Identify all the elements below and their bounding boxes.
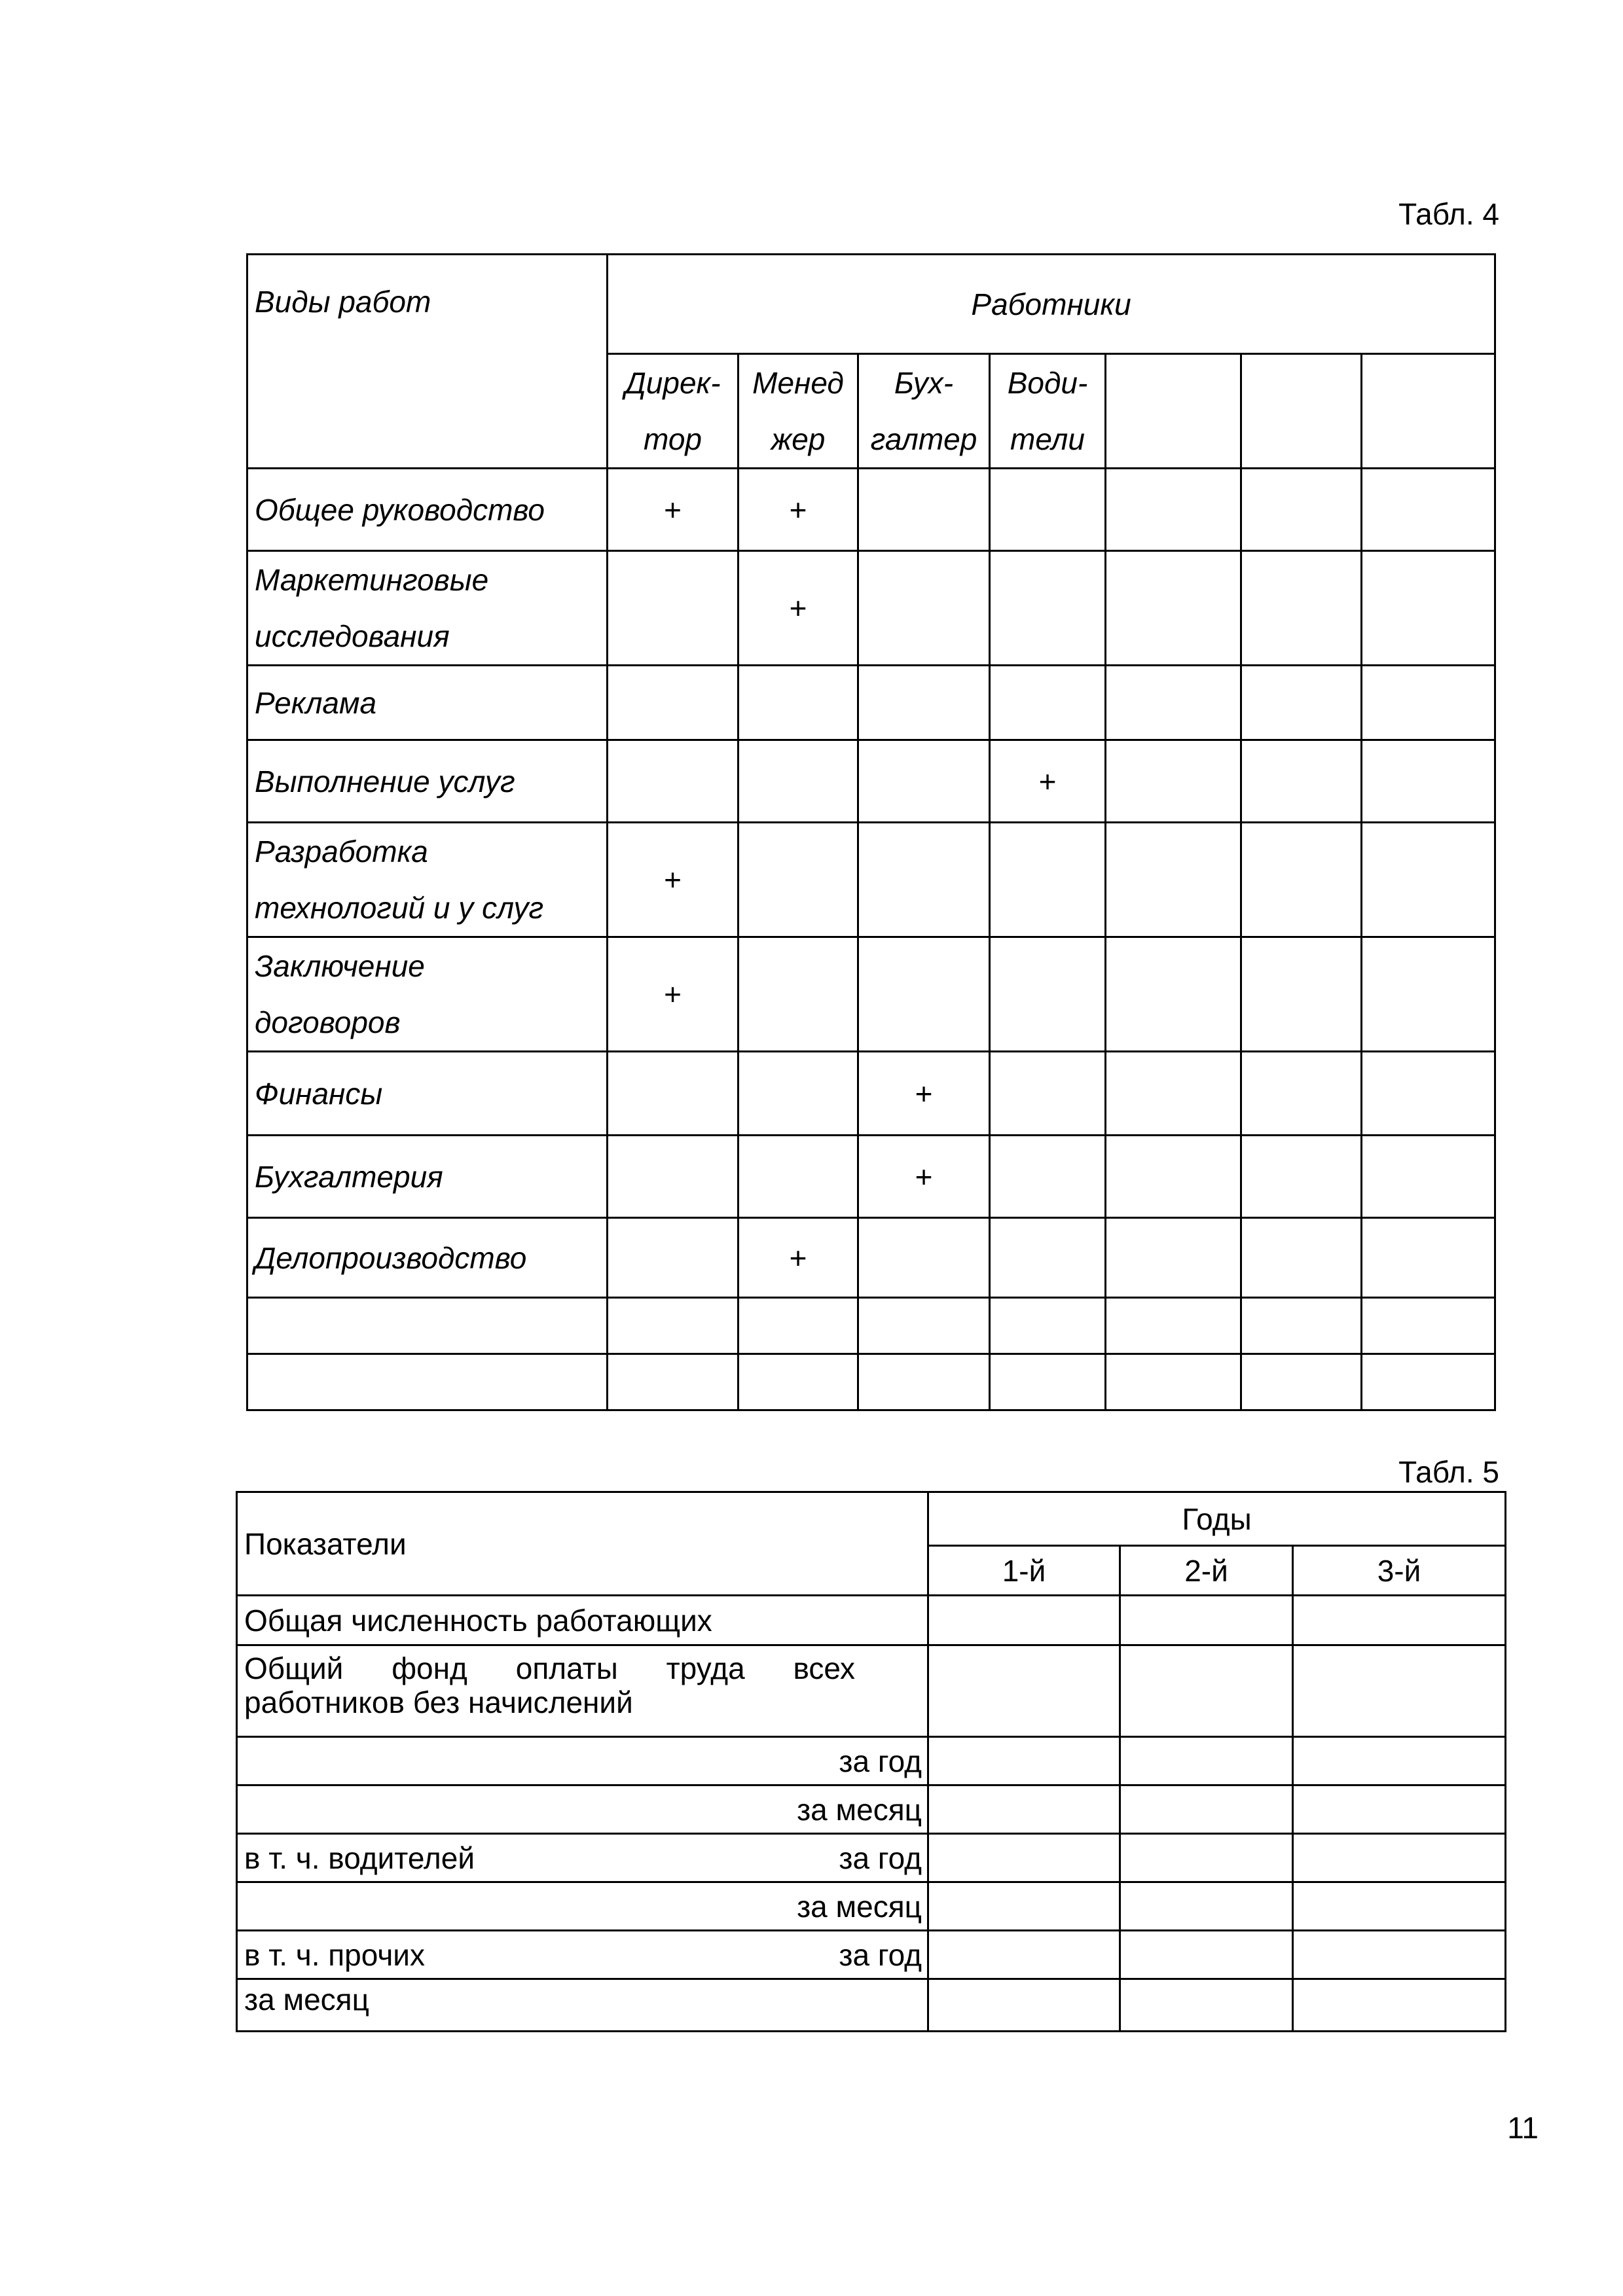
row-label: за месяц: [237, 1785, 928, 1834]
table-row: [247, 469, 1495, 551]
empty-cell: [1293, 1834, 1506, 1882]
header-employees: Работники: [608, 255, 1495, 354]
work-type-cell: [247, 1354, 608, 1410]
mark-cell: [739, 1298, 858, 1354]
work-type-line: Выполнение услуг: [255, 764, 515, 798]
empty-cell: [928, 1645, 1120, 1737]
mark-cell: [1106, 666, 1241, 740]
mark-cell: [1362, 666, 1495, 740]
empty-cell: [928, 1596, 1120, 1645]
mark-cell: [858, 666, 990, 740]
mark-cell: [739, 740, 858, 823]
mark-cell: [1106, 1298, 1241, 1354]
mark-cell: +: [858, 1136, 990, 1218]
work-type-line: Реклама: [255, 685, 377, 720]
row-label: за месяц: [237, 1979, 928, 2032]
mark-cell: [858, 551, 990, 666]
empty-cell: [1120, 1645, 1293, 1737]
role-line: Води-: [1007, 366, 1088, 400]
empty-cell: [928, 1785, 1120, 1834]
table-row: [247, 937, 1495, 1052]
fund-line-2: работников без начислений: [244, 1685, 633, 1719]
mark-cell: +: [608, 469, 739, 551]
mark-cell: +: [858, 1052, 990, 1136]
table5-indicators: [236, 1491, 1506, 2032]
mark-cell: [1241, 823, 1362, 937]
table-row: [247, 1298, 1495, 1354]
work-type-cell: [247, 1052, 608, 1136]
empty-cell: [1120, 1785, 1293, 1834]
mark-cell: [858, 1354, 990, 1410]
header-role-6: [1362, 354, 1495, 469]
table-row: [237, 1834, 1506, 1882]
others-label: в т. ч. прочих: [244, 1937, 425, 1972]
empty-cell: [1293, 1645, 1506, 1737]
mark-cell: [739, 937, 858, 1052]
table4-caption: Табл. 4: [1398, 197, 1499, 231]
mark-cell: [1241, 937, 1362, 1052]
empty-cell: [1293, 1882, 1506, 1931]
work-type-line: Делопроизводство: [255, 1240, 527, 1275]
work-type-line: Маркетинговые: [255, 563, 489, 597]
header-role-5: [1241, 354, 1362, 469]
mark-cell: [1241, 666, 1362, 740]
work-type-cell: [247, 551, 608, 666]
mark-cell: [990, 823, 1106, 937]
mark-cell: [858, 469, 990, 551]
work-type-line: Общее руководство: [255, 492, 545, 527]
work-type-cell: [247, 937, 608, 1052]
role-line: [1242, 355, 1360, 411]
mark-cell: +: [739, 1218, 858, 1298]
header-role-2: [858, 354, 990, 469]
header-years: Годы: [928, 1492, 1506, 1546]
mark-cell: [608, 551, 739, 666]
header-indicators: Показатели: [237, 1492, 928, 1596]
work-type-cell: [247, 823, 608, 937]
empty-cell: [1293, 1931, 1506, 1979]
mark-cell: [1106, 823, 1241, 937]
mark-cell: [858, 823, 990, 937]
mark-cell: [858, 937, 990, 1052]
empty-cell: [1120, 1834, 1293, 1882]
mark-cell: [1362, 1218, 1495, 1298]
mark-cell: [1241, 740, 1362, 823]
table-row: [247, 823, 1495, 937]
row-label: за год: [237, 1737, 928, 1785]
empty-cell: [928, 1882, 1120, 1931]
mark-cell: [990, 1052, 1106, 1136]
mark-cell: [739, 1052, 858, 1136]
mark-cell: +: [739, 551, 858, 666]
work-type-line: договоров: [255, 1005, 401, 1039]
table-row: [237, 1785, 1506, 1834]
mark-cell: [1106, 937, 1241, 1052]
empty-cell: [928, 1737, 1120, 1785]
mark-cell: [858, 740, 990, 823]
table-row: [247, 1136, 1495, 1218]
empty-cell: [1120, 1979, 1293, 2032]
role-line: тор: [644, 422, 702, 456]
role-line: [1362, 411, 1494, 467]
mark-cell: [1362, 1298, 1495, 1354]
mark-cell: [608, 1218, 739, 1298]
mark-cell: [1106, 551, 1241, 666]
page-number: 11: [1507, 2111, 1539, 2145]
mark-cell: [990, 1298, 1106, 1354]
mark-cell: [608, 740, 739, 823]
mark-cell: [1362, 823, 1495, 937]
table4-work-distribution: [246, 253, 1496, 1411]
mark-cell: [739, 1354, 858, 1410]
work-type-cell: [247, 469, 608, 551]
table-row: [247, 666, 1495, 740]
fund-line-1: Общий фонд оплаты труда всех: [244, 1651, 855, 1685]
mark-cell: [990, 551, 1106, 666]
mark-cell: +: [608, 823, 739, 937]
role-line: галтер: [870, 422, 977, 456]
mark-cell: [608, 1354, 739, 1410]
header-work-types: Виды работ: [247, 255, 608, 469]
mark-cell: [608, 1298, 739, 1354]
role-line: Менед: [752, 366, 844, 400]
header-role-0: [608, 354, 739, 469]
mark-cell: [608, 1136, 739, 1218]
empty-cell: [1120, 1931, 1293, 1979]
role-line: жер: [771, 422, 826, 456]
mark-cell: [1241, 1298, 1362, 1354]
mark-cell: [858, 1218, 990, 1298]
role-line: [1106, 355, 1240, 411]
mark-cell: [1362, 1136, 1495, 1218]
mark-cell: [739, 1136, 858, 1218]
mark-cell: [1241, 1136, 1362, 1218]
table-row: [247, 1052, 1495, 1136]
table5-caption: Табл. 5: [1398, 1455, 1499, 1489]
mark-cell: [1241, 469, 1362, 551]
role-line: [1242, 411, 1360, 467]
mark-cell: [990, 1354, 1106, 1410]
empty-cell: [928, 1979, 1120, 2032]
mark-cell: [1362, 469, 1495, 551]
work-type-line: Разработка: [255, 834, 428, 869]
header-year-2: 2-й: [1120, 1546, 1293, 1596]
header-role-1: [739, 354, 858, 469]
role-line: [1362, 355, 1494, 411]
empty-cell: [1293, 1785, 1506, 1834]
header-role-3: [990, 354, 1106, 469]
mark-cell: [1106, 740, 1241, 823]
table-row: [237, 1931, 1506, 1979]
row-label: за месяц: [237, 1882, 928, 1931]
table-row: [237, 1645, 1506, 1737]
drivers-year-label: за год: [839, 1840, 922, 1875]
mark-cell: [1241, 1354, 1362, 1410]
mark-cell: [858, 1298, 990, 1354]
table-row: [237, 1979, 1506, 2032]
mark-cell: [990, 666, 1106, 740]
table-row: [247, 1218, 1495, 1298]
mark-cell: [1106, 1354, 1241, 1410]
mark-cell: [1362, 1354, 1495, 1410]
role-line: Бух-: [894, 366, 954, 400]
work-type-line: Бухгалтерия: [255, 1159, 443, 1194]
role-line: [1106, 411, 1240, 467]
row-label: [237, 1645, 928, 1737]
empty-cell: [928, 1834, 1120, 1882]
mark-cell: [1362, 937, 1495, 1052]
row-label: Общая численность работающих: [237, 1596, 928, 1645]
row-label: [237, 1931, 928, 1979]
work-type-cell: [247, 740, 608, 823]
table-row: [237, 1596, 1506, 1645]
work-type-line: Заключение: [255, 949, 425, 983]
table-row: [237, 1882, 1506, 1931]
header-role-4: [1106, 354, 1241, 469]
mark-cell: [1241, 1052, 1362, 1136]
mark-cell: [990, 937, 1106, 1052]
mark-cell: [1106, 1136, 1241, 1218]
work-type-line: технологий и у слуг: [255, 891, 544, 925]
drivers-label: в т. ч. водителей: [244, 1840, 475, 1875]
mark-cell: [608, 666, 739, 740]
empty-cell: [1120, 1737, 1293, 1785]
table-row: [247, 740, 1495, 823]
work-type-line: исследования: [255, 619, 450, 653]
mark-cell: +: [608, 937, 739, 1052]
mark-cell: [1362, 551, 1495, 666]
work-type-cell: [247, 1218, 608, 1298]
mark-cell: [739, 823, 858, 937]
header-year-1: 1-й: [928, 1546, 1120, 1596]
mark-cell: [990, 1136, 1106, 1218]
empty-cell: [1120, 1596, 1293, 1645]
empty-cell: [1293, 1979, 1506, 2032]
mark-cell: [1106, 469, 1241, 551]
mark-cell: [608, 1052, 739, 1136]
mark-cell: [1362, 740, 1495, 823]
mark-cell: [1106, 1052, 1241, 1136]
work-type-cell: [247, 1298, 608, 1354]
mark-cell: [1106, 1218, 1241, 1298]
mark-cell: [1241, 1218, 1362, 1298]
mark-cell: [990, 469, 1106, 551]
empty-cell: [928, 1931, 1120, 1979]
header-year-3: 3-й: [1293, 1546, 1506, 1596]
mark-cell: +: [990, 740, 1106, 823]
row-label: [237, 1834, 928, 1882]
others-year-label: за год: [839, 1937, 922, 1972]
mark-cell: [990, 1218, 1106, 1298]
role-line: тели: [1010, 422, 1085, 456]
table-row: [237, 1737, 1506, 1785]
role-line: Дирек-: [625, 366, 721, 400]
mark-cell: +: [739, 469, 858, 551]
mark-cell: [739, 666, 858, 740]
table-row: [247, 551, 1495, 666]
empty-cell: [1120, 1882, 1293, 1931]
table-row: [247, 1354, 1495, 1410]
work-type-line: Финансы: [255, 1076, 383, 1111]
work-type-cell: [247, 666, 608, 740]
mark-cell: [1241, 551, 1362, 666]
empty-cell: [1293, 1596, 1506, 1645]
empty-cell: [1293, 1737, 1506, 1785]
mark-cell: [1362, 1052, 1495, 1136]
work-type-cell: [247, 1136, 608, 1218]
